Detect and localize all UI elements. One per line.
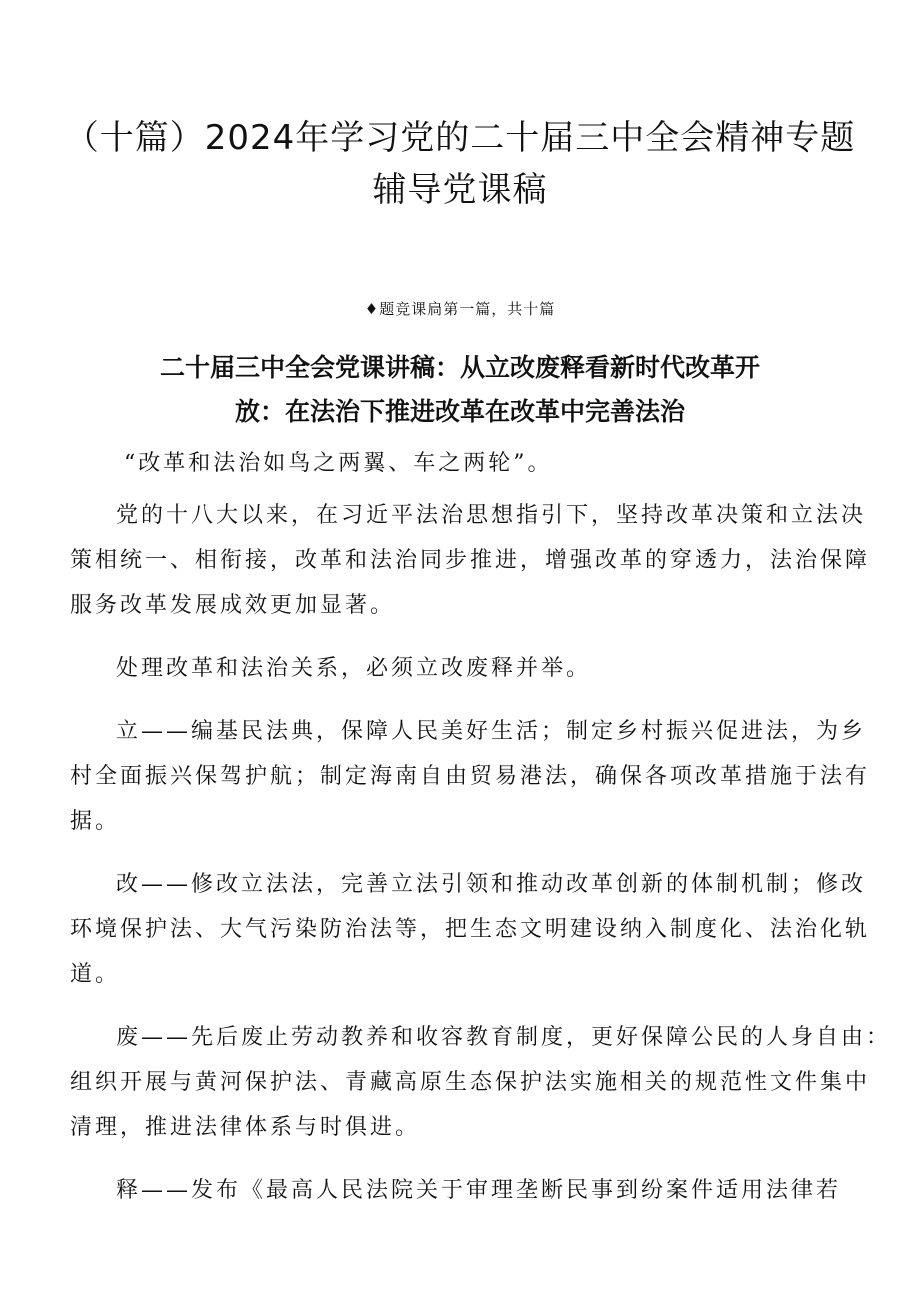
paragraph-line: 村全面振兴保驾护航；制定海南自由贸易港法，确保各项改革措施于法有 [70, 764, 871, 789]
paragraph-establish [70, 709, 871, 844]
document-title-line-1: （十篇）2024年学习党的二十届三中全会精神专题 [64, 118, 856, 158]
paragraph-line: 策相统一、相衔接，改革和法治同步推进，增强改革的穿透力，法治保障 [70, 548, 871, 573]
document-title [60, 112, 860, 216]
section-title-line-1: 二十届三中全会党课讲稿：从立改废释看新时代改革开 [159, 353, 760, 382]
paragraph-abolish [70, 1015, 892, 1150]
paragraph-line: 清理，推进法律体系与时俱进。 [70, 1115, 421, 1140]
paragraph-line: 环境保护法、大气污染防治法等，把生态文明建设纳入制度化、法治化轨 [70, 917, 871, 942]
paragraph-line: 党的十八大以来，在习近平法治思想指引下，坚持改革决策和立法决 [116, 503, 867, 528]
section-title [60, 346, 860, 434]
paragraph-line: 释——发布《最高人民法院关于审理垄断民事到纷案件适用法律若 [116, 1178, 842, 1203]
paragraph-line: 立——编基民法典，保障人民美好生活；制定乡村振兴促进法，为乡 [116, 719, 867, 744]
paragraph-principle [70, 646, 856, 691]
paragraph-line: 服务改革发展成效更加显著。 [70, 593, 396, 618]
paragraph-line: 道。 [70, 962, 121, 987]
paragraph-intro [70, 493, 871, 628]
body-text [70, 451, 892, 1213]
paragraph-line: 据。 [70, 809, 121, 834]
paragraph-line: 处理改革和法治关系，必须立改废释并举。 [116, 656, 592, 681]
paragraph-line: 改——修改立法法，完善立法引领和推动改革创新的体制机制；修改 [116, 872, 867, 897]
paragraph-line: “改革和法治如鸟之两翼、车之两轮”。 [124, 451, 553, 476]
subheading: ♦题竞课扃第一篇，共十篇 [364, 300, 556, 318]
paragraph-interpret [70, 1168, 856, 1213]
document-title-line-2: 辅导党课稿 [372, 170, 548, 210]
paragraph-line: 废——先后废止劳动教养和收容教育制度，更好保障公民的人身自由： [116, 1025, 892, 1050]
section-title-line-2: 放：在法治下推进改革在改革中完善法治 [234, 397, 685, 426]
paragraph-line: 组织开展与黄河保护法、青藏高原生态保护法实施相关的规范性文件集中 [70, 1070, 871, 1095]
paragraph-amend [70, 862, 871, 997]
paragraph-quote [70, 441, 856, 486]
